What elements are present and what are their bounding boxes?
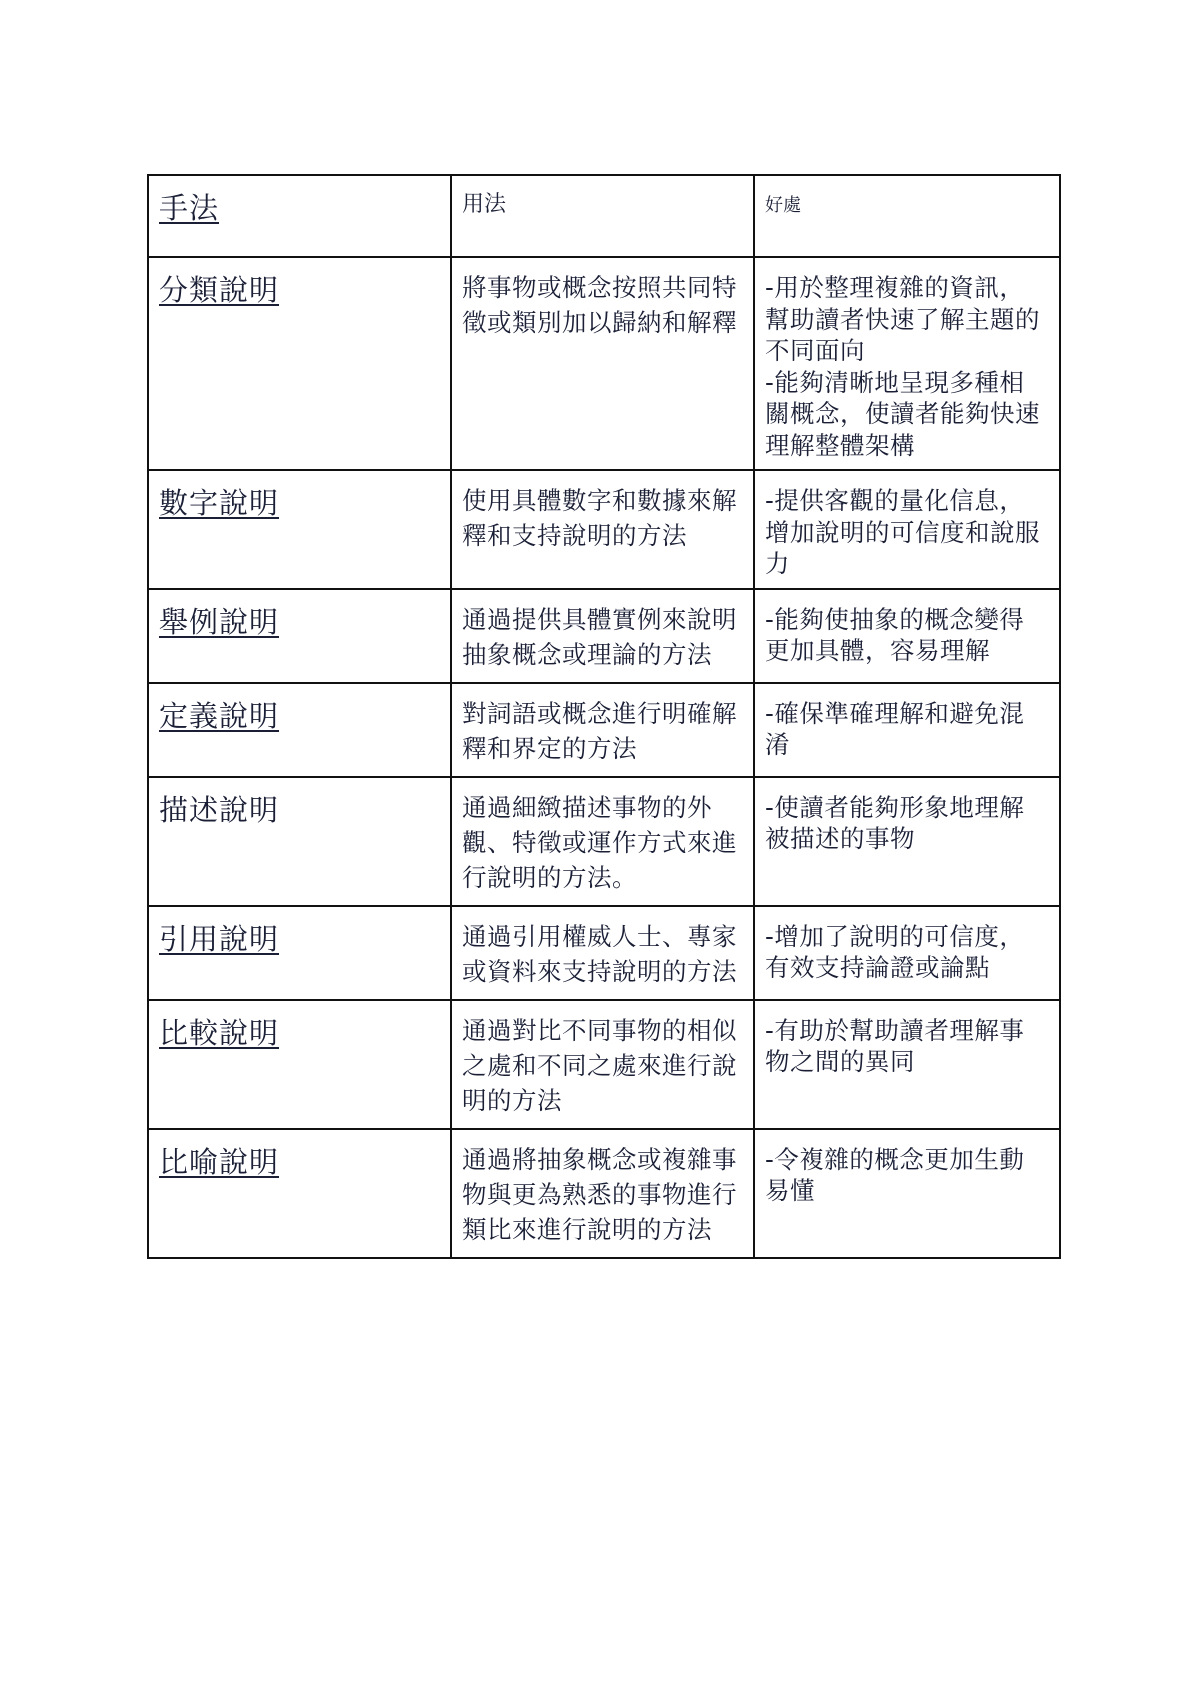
method-name: 比較說明 [159, 1015, 280, 1050]
benefit-cell [754, 470, 1060, 589]
usage-text: 通過引用權威人士、專家或資料來支持說明的方法 [462, 921, 737, 986]
usage-cell [451, 589, 754, 683]
method-cell [148, 1000, 451, 1129]
table-row [148, 257, 1060, 470]
usage-cell [451, 1129, 754, 1258]
method-name: 舉例說明 [159, 604, 280, 639]
table-row [148, 906, 1060, 1000]
benefit-cell [754, 1000, 1060, 1129]
usage-text: 通過提供具體實例來說明抽象概念或理論的方法 [462, 604, 737, 669]
benefit-text: -確保準確理解和避免混淆 [765, 698, 1025, 759]
table-row [148, 683, 1060, 777]
method-cell [148, 589, 451, 683]
usage-text: 將事物或概念按照共同特徵或類別加以歸納和解釋 [462, 273, 737, 337]
benefit-cell [754, 906, 1060, 1000]
benefit-text: -令複雜的概念更加生動易懂 [765, 1144, 1025, 1205]
method-cell [148, 257, 451, 470]
method-name: 比喻說明 [159, 1144, 280, 1179]
usage-cell [451, 257, 754, 470]
usage-cell [451, 1000, 754, 1129]
method-name: 描述說明 [159, 792, 280, 827]
benefit-cell [754, 1129, 1060, 1258]
usage-text: 通過對比不同事物的相似之處和不同之處來進行說明的方法 [462, 1015, 737, 1115]
usage-cell [451, 683, 754, 777]
explanation-methods-table [147, 174, 1061, 1259]
table-row [148, 1129, 1060, 1258]
header-usage-cell [451, 175, 754, 257]
usage-cell [451, 777, 754, 906]
table-row [148, 470, 1060, 589]
usage-cell [451, 906, 754, 1000]
benefit-cell [754, 257, 1060, 470]
benefit-cell [754, 589, 1060, 683]
usage-text: 通過將抽象概念或複雜事物與更為熟悉的事物進行類比來進行說明的方法 [462, 1144, 737, 1244]
benefit-text: -使讀者能夠形象地理解被描述的事物 [765, 792, 1025, 853]
method-cell [148, 906, 451, 1000]
table-row [148, 589, 1060, 683]
benefit-text: -有助於幫助讀者理解事物之間的異同 [765, 1015, 1025, 1076]
table-row [148, 777, 1060, 906]
benefit-text: -能夠清晰地呈現多種相關概念，使讀者能夠快速理解整體架構 [765, 367, 1040, 460]
table-row [148, 1000, 1060, 1129]
benefit-cell [754, 777, 1060, 906]
method-name: 引用說明 [159, 921, 280, 956]
benefit-text: -能夠使抽象的概念變得更加具體，容易理解 [765, 604, 1025, 665]
header-usage-label: 用法 [462, 192, 507, 217]
usage-text: 使用具體數字和數據來解釋和支持說明的方法 [462, 486, 737, 550]
header-method-label: 手法 [159, 191, 220, 225]
table-header-row [148, 175, 1060, 257]
benefit-cell [754, 683, 1060, 777]
method-name: 數字說明 [159, 486, 280, 520]
benefit-text: -提供客觀的量化信息，增加說明的可信度和說服力 [765, 486, 1040, 578]
header-benefit-label: 好處 [765, 195, 801, 216]
usage-cell [451, 470, 754, 589]
benefit-text: -用於整理複雜的資訊，幫助讀者快速了解主題的不同面向 [765, 273, 1040, 365]
method-cell [148, 777, 451, 906]
usage-text: 通過細緻描述事物的外觀、特徵或運作方式來進行說明的方法。 [462, 792, 737, 892]
method-name: 分類說明 [159, 273, 280, 307]
method-cell [148, 470, 451, 589]
usage-text: 對詞語或概念進行明確解釋和界定的方法 [462, 698, 737, 763]
method-name: 定義說明 [159, 698, 280, 733]
header-benefit-cell [754, 175, 1060, 257]
benefit-text: -增加了說明的可信度，有效支持論證或論點 [765, 921, 1025, 982]
header-method-cell [148, 175, 451, 257]
method-cell [148, 683, 451, 777]
method-cell [148, 1129, 451, 1258]
